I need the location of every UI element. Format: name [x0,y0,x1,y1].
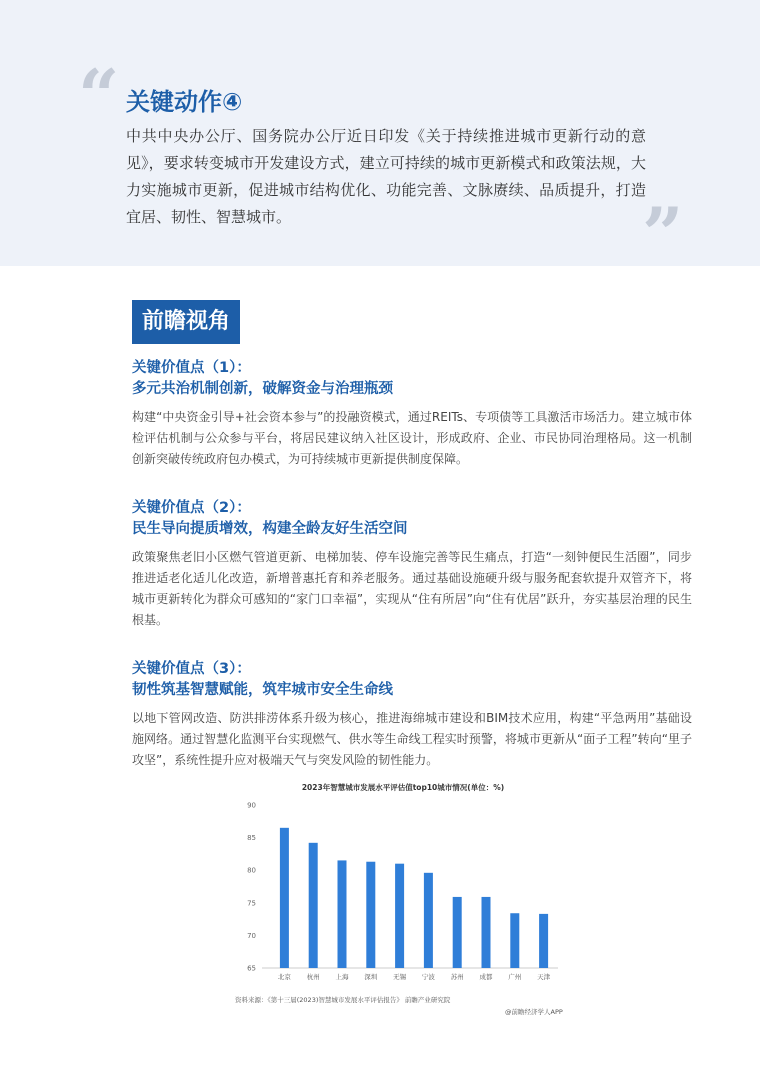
y-tick-label: 85 [247,834,256,843]
value-point-label: 关键价值点（3）： [132,661,251,677]
y-tick-label: 90 [247,801,256,810]
bar-杭州 [309,843,318,968]
x-tick-label: 上海 [335,973,349,981]
value-point-3 [132,659,692,771]
bar-宁波 [424,873,433,968]
source-note: 资料来源：《第十三届(2023)智慧城市发展水平评估报告》 前瞻产业研究院 [235,996,451,1004]
value-point-body: 构建“中央资金引导+社会资本参与”的投融资模式，通过REITs、专项债等工具激活市场活力。建立城市体检评估机制与公众参与平台，将居民建议纳入社区设计，形成政府、企业、市民协同治理格局。这一机制创新突破传统政府包办模式，为可持续城市更新提供制度保障。 [132,410,692,466]
y-tick-label: 65 [247,964,256,973]
x-tick-label: 苏州 [450,973,464,981]
y-tick-label: 70 [247,931,256,940]
x-tick-label: 成都 [479,973,493,981]
section-title: 前瞻视角 [132,300,240,344]
key-action-text: 中共中央办公厅、国务院办公厅近日印发《关于持续推进城市更新行动的意见》，要求转变城市开发建设方式，建立可持续的城市更新模式和政策法规，大力实施城市更新，促进城市结构优化、功能完善、文脉赓续、品质提升，打造宜居、韧性、智慧城市。 [126,127,646,226]
bar-上海 [338,860,347,968]
open-quote-icon: “ [78,53,120,138]
x-tick-label: 深圳 [364,973,378,981]
x-tick-label: 北京 [277,973,291,981]
y-tick-label: 80 [247,866,256,875]
value-point-label: 关键价值点（2）： [132,500,251,516]
value-point-subtitle: 多元共治机制创新，破解资金与治理瓶颈 [132,381,393,397]
value-point-1 [132,358,692,470]
value-point-body: 政策聚焦老旧小区燃气管道更新、电梯加装、停车设施完善等民生痛点，打造“一刻钟便民生活圈”，同步推进适老化适儿化改造，新增普惠托育和养老服务。通过基础设施硬升级与服务配套软提升双管齐下，将城市更新转化为群众可感知的“家门口幸福”，实现从“住有所居”向“住有优居”跃升，夯实基层治理的民生根基。 [132,550,692,627]
credit-note: @前瞻经济学人APP [505,1008,563,1016]
bar-深圳 [366,862,375,968]
bar-成都 [482,897,491,968]
value-point-subtitle: 韧性筑基智慧赋能，筑牢城市安全生命线 [132,682,393,698]
bar-北京 [280,828,289,968]
key-action-panel [0,0,760,276]
x-tick-label: 杭州 [306,973,320,981]
close-quote-icon: ” [642,191,684,276]
chart-title: 2023年智慧城市发展水平评估值top10城市情况(单位：%) [301,783,505,792]
value-point-subtitle: 民生导向提质增效，构建全龄友好生活空间 [132,521,408,537]
value-point-2 [132,498,692,631]
bar-chart-svg [228,775,578,990]
bar-无锡 [395,864,404,968]
smart-city-chart [228,775,578,1020]
x-tick-label: 天津 [537,973,551,981]
x-tick-label: 广州 [508,973,522,981]
key-action-title: 关键动作④ [126,88,243,116]
value-point-label: 关键价值点（1）： [132,360,251,376]
value-point-body: 以地下管网改造、防洪排涝体系升级为核心，推进海绵城市建设和BIM技术应用，构建“平急两用”基础设施网络。通过智慧化监测平台实现燃气、供水等生命线工程实时预警，将城市更新从“面子工程”转向“里子攻坚”，系统性提升应对极端天气与突发风险的韧性能力。 [132,711,692,767]
y-tick-label: 75 [247,899,256,908]
x-tick-label: 宁波 [421,973,435,981]
x-tick-label: 无锡 [393,973,407,981]
bar-天津 [539,914,548,968]
bar-广州 [510,913,519,968]
bar-苏州 [453,897,462,968]
